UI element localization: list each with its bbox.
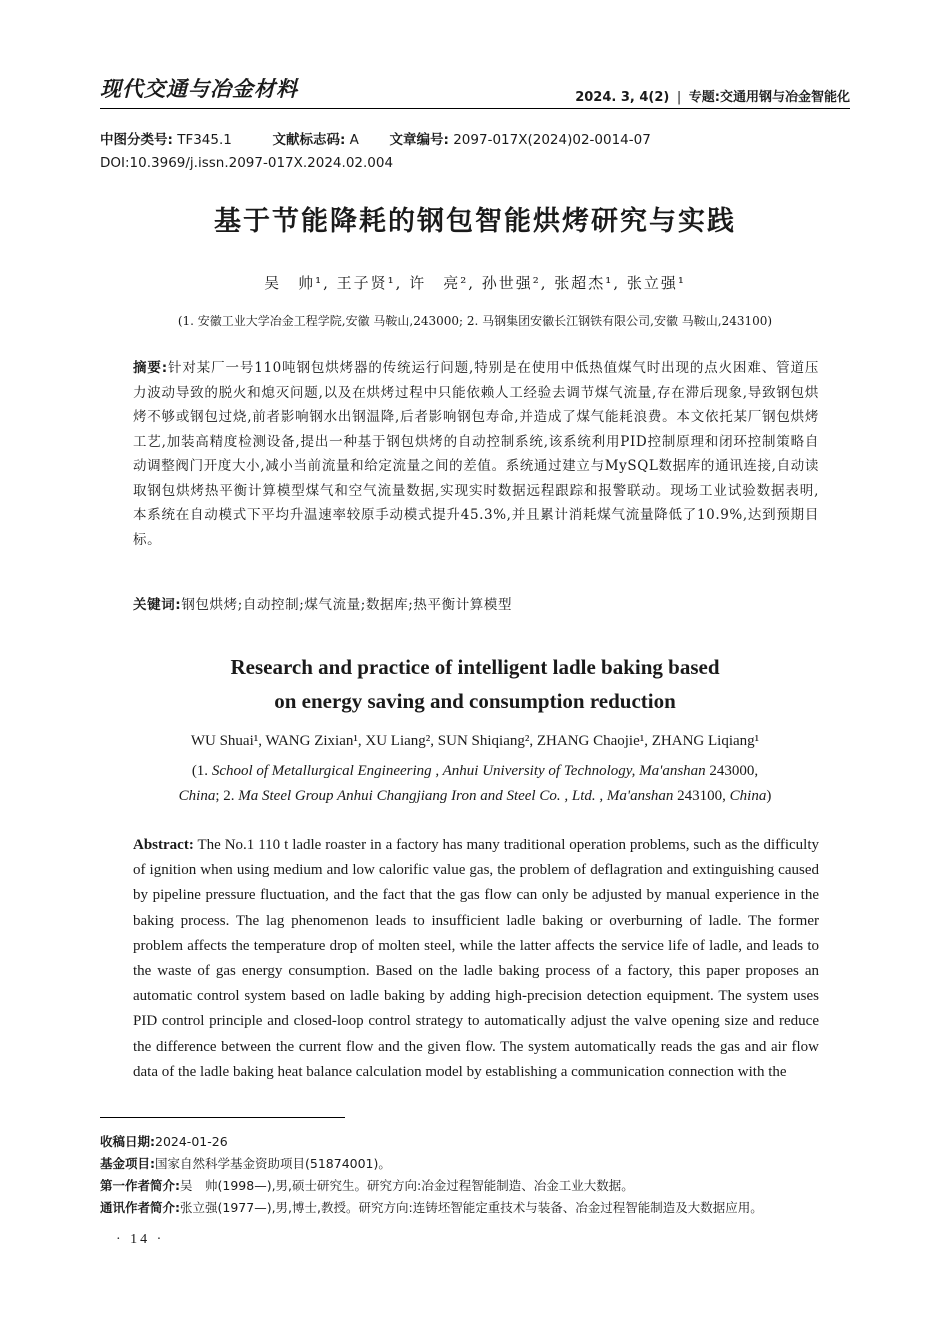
affil-open: (1. [191, 763, 212, 779]
english-abstract-label: Abstract: [133, 837, 194, 853]
chinese-authors: 吴 帅¹, 王子贤¹, 许 亮², 孙世强², 张超杰¹, 张立强¹ [264, 274, 686, 292]
footnote-rule [100, 1117, 345, 1118]
chinese-keywords-label: 关键词: [133, 597, 182, 613]
english-title-line-2: on energy saving and consumption reduction [274, 689, 676, 713]
clc-value: TF345.1 [177, 132, 232, 148]
affil-2-country: China [729, 788, 767, 804]
affil-1-code: 243000, [705, 763, 759, 779]
first-author-label: 第一作者简介: [100, 1178, 180, 1193]
corresponding-author-value: 张立强(1977—),男,博士,教授。研究方向:连铸坯智能定重技术与装备、冶金过程智能制造及大数据应用。 [180, 1200, 763, 1215]
fund-value: 国家自然科学基金资助项目(51874001)。 [155, 1156, 391, 1171]
english-affiliation [110, 759, 840, 809]
journal-logo: 现代交通与冶金材料 [100, 76, 298, 101]
affil-1-name: School of Metallurgical Engineering , Anhui University of Technology, Ma'anshan [211, 763, 706, 779]
article-no-value: 2097-017X(2024)02-0014-07 [453, 132, 651, 148]
chinese-keywords [133, 593, 512, 613]
chinese-abstract-text: 针对某厂一号110吨钢包烘烤器的传统运行问题,特别是在使用中低热值煤气时出现的点火困难、管道压力波动导致的脱火和熄灭问题,以及在烘烤过程中只能依赖人工经验去调节煤气流量,存在滞后现象,导致钢包烘烤不够或钢包过烧,前者影响钢水出钢温降,后者影响钢包寿命,并造成了煤气能耗浪费。本文依托某厂钢包烘烤工艺,加装高精度检测设备,提出一种基于钢包烘烤的自动控制系统,该系统利用PID控制原理和闭环控制策略自动调整阀门开度大小,减小当前流量和给定流量之间的差值。系统通过建立与MySQL数据库的通讯连接,自动读取钢包烘烤热平衡计算模型煤气和空气流量数据,实现实时数据远程跟踪和报警联动。现场工业试验数据表明,本系统在自动模式下平均升温速率较原手动模式提升45.3%,并且累计消耗煤气流量降低了10.9%,达到预期目标。 [133, 360, 819, 548]
classification-line [100, 129, 651, 151]
special-topic: 专题:交通用钢与冶金智能化 [688, 90, 850, 105]
issue-number: 2024. 3, 4(2) [575, 90, 670, 105]
affil-1-country: China [178, 788, 216, 804]
received-value: 2024-01-26 [155, 1134, 228, 1149]
footnote-first-author [100, 1175, 634, 1196]
english-title-line-1: Research and practice of intelligent ladle baking based [230, 655, 720, 679]
issue-header [575, 86, 850, 105]
english-abstract-text: The No.1 110 t ladle roaster in a factory has many traditional operation problems, such as the difficulty of ignition when using medium and low calorific value gas, the problem of deflagration and extinguishing caused by pipeline pressure fluctuation, and the fact that the gas flow can only be adjusted by manual experience in the baking process. The lag phenomenon leads to insufficient ladle baking or overburning of ladle. The former problem affects the temperature drop of molten steel, while the latter affects the service life of ladle, and leads to the waste of gas energy consumption. Based on the ladle baking process of a factory, this paper proposes an automatic control system based on ladle baking by adding high-precision detection equipment. The system uses PID control principle and closed-loop control strategy to automatically adjust the valve opening size and reduce the difference between the current flow and the given flow. The system automatically reads the gas and air flow data of the ladle baking heat balance calculation model by establishing a communication connection with the [133, 837, 819, 1080]
received-label: 收稿日期: [100, 1134, 155, 1149]
header-separator: | [676, 90, 682, 105]
affil-2-name: Ma Steel Group Anhui Changjiang Iron and Steel Co. , Ltd. , Ma'anshan [238, 788, 674, 804]
fund-label: 基金项目: [100, 1156, 155, 1171]
chinese-keywords-text: 钢包烘烤;自动控制;煤气流量;数据库;热平衡计算模型 [181, 597, 513, 613]
affil-2-code: 243100, [673, 788, 730, 804]
affil-sep: ; 2. [215, 788, 239, 804]
footnote-corresponding-author [100, 1197, 763, 1218]
english-title [0, 650, 950, 718]
chinese-abstract-label: 摘要: [133, 360, 168, 376]
clc-label: 中图分类号: [100, 132, 173, 148]
footnote-fund [100, 1153, 391, 1174]
chinese-abstract [133, 356, 819, 552]
footnote-received [100, 1131, 228, 1152]
english-authors: WU Shuai¹, WANG Zixian¹, XU Liang², SUN Shiqiang², ZHANG Chaojie¹, ZHANG Liqiang¹ [190, 733, 760, 749]
affil-close: ) [766, 788, 772, 804]
doc-code-value: A [349, 132, 359, 148]
page-number: · 14 · [116, 1232, 165, 1247]
english-abstract [133, 833, 819, 1085]
corresponding-author-label: 通讯作者简介: [100, 1200, 180, 1215]
header-rule [100, 108, 850, 109]
first-author-value: 吴 帅(1998—),男,硕士研究生。研究方向:冶金过程智能制造、冶金工业大数据。 [180, 1178, 634, 1193]
doc-code-label: 文献标志码: [272, 132, 346, 148]
chinese-title: 基于节能降耗的钢包智能烘烤研究与实践 [214, 206, 736, 237]
article-no-label: 文章编号: [389, 132, 449, 148]
doi-line: DOI:10.3969/j.issn.2097-017X.2024.02.004 [100, 155, 394, 171]
chinese-affiliation: (1. 安徽工业大学冶金工程学院,安徽 马鞍山,243000; 2. 马钢集团安徽长江钢铁有限公司,安徽 马鞍山,243100) [177, 314, 773, 328]
